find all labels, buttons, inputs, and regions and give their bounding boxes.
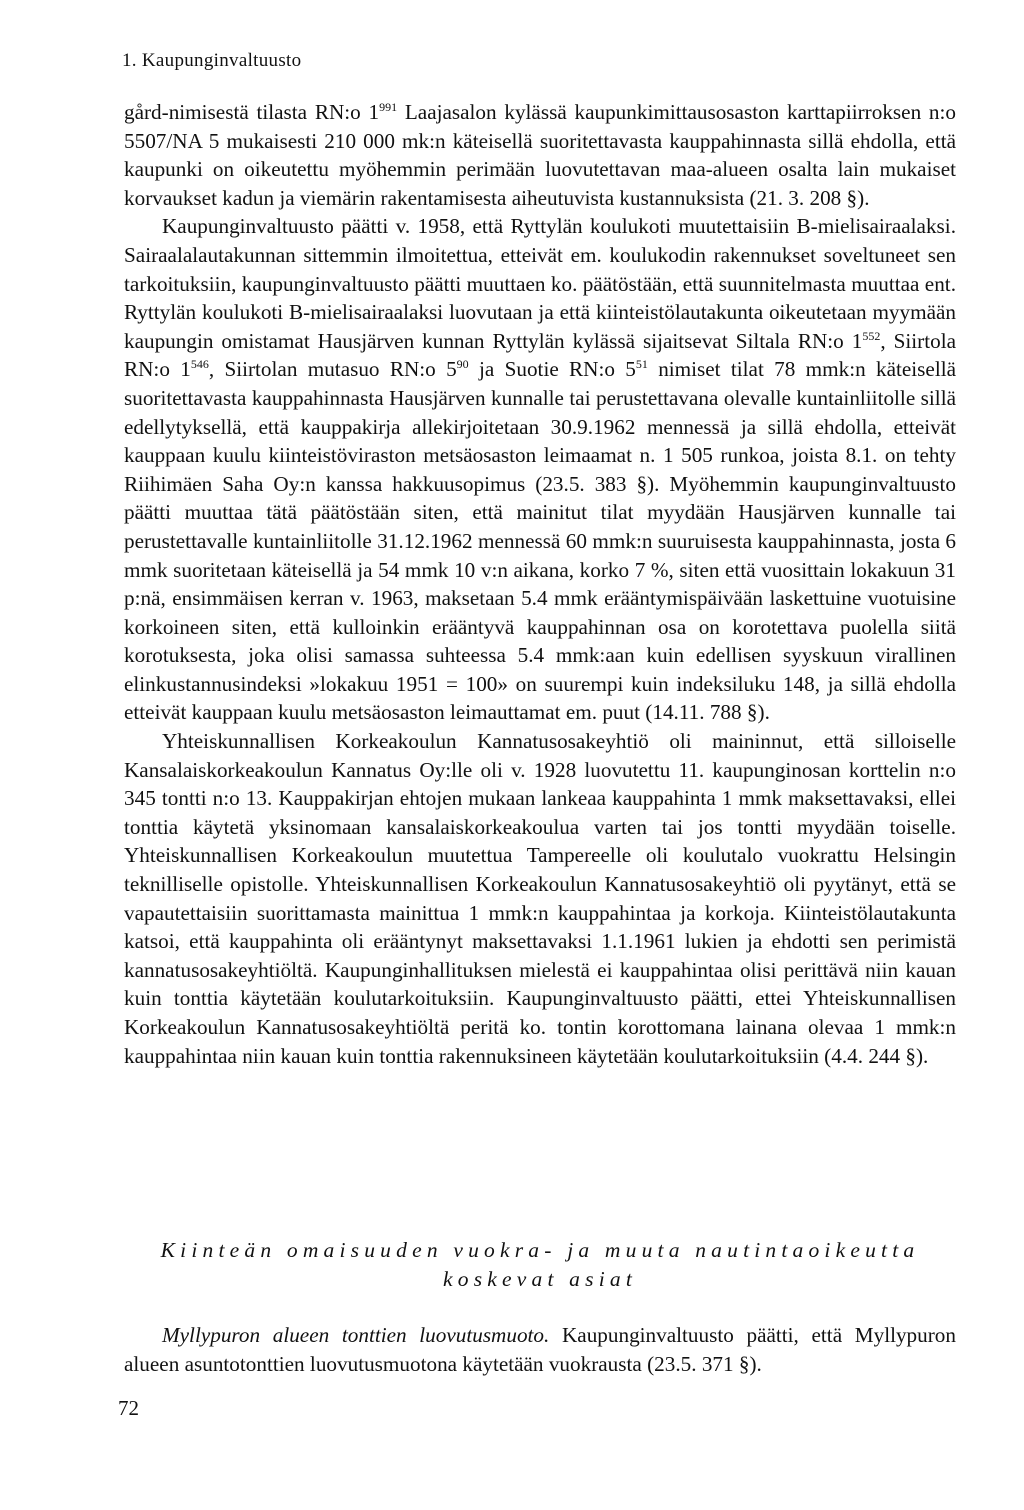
section-text: Kaupunginvaltuusto päätti, että Myllypuron alueen asuntotonttien luovutusmuotona käytetään vuokrausta (23.5. 371 §). bbox=[124, 1323, 956, 1376]
section-heading bbox=[124, 1236, 956, 1293]
body-text bbox=[124, 98, 956, 1070]
p2-text-a: Kaupunginvaltuusto päätti v. 1958, että Ryttylän koulukoti muutettaisiin B-mielisairaalaksi. Sairaalalautakunnan sittemmin ilmoitettua, etteivät em. koulukodin rakennukset soveltuneet sen tarkoituksiin, kaupunginvaltuusto päätti muuttaen ko. päätöstään, että suunnitelmasta muuttaa ent. Ryttylän koulukoti B-mielisairaalaksi luovutaan ja että kiinteistölautakunta oikeutetaan myymään kaupungin omistamat Hausjärven kunnan Ryttylän kylässä sijaitsevat Siltala RN:o 1 bbox=[124, 214, 956, 353]
p2-sup-2: 546 bbox=[190, 357, 209, 372]
section-paragraph bbox=[124, 1321, 956, 1378]
running-head: 1. Kaupunginvaltuusto bbox=[122, 50, 302, 71]
section-title: Myllypuron alueen tonttien luovutusmuoto. bbox=[162, 1323, 550, 1347]
p2-text-e: nimiset tilat 78 mmk:n käteisellä suoritettavasta kauppahinnasta Hausjärven kunnalle tai perustettavana olevalle kuntainliitolle sillä edellytyksellä, että kauppakirja allekirjoitetaan 30.9.1962 mennessä ja sillä ehdolla, etteivät kauppaan kuulu kiinteistöviraston metsäosaston leimaamat n. 1 505 runkoa, joista 8.1. on tehty Riihimäen Saha Oy:n kanssa hakkuusopimus (23.5. 383 §). Myöhemmin kaupunginvaltuusto päätti muuttaa tätä päätöstään siten, että mainitut tilat myydään Hausjärven kunnalle tai perustettavalle kuntainliitolle 31.12.1962 mennessä 60 mmk:n suuruisesta kauppahinnasta, josta 6 mmk suoritetaan käteisellä ja 54 mmk 10 v:n aikana, korko 7 %, siten että vuosittain lokakuun 31 p:nä, ensimmäisen kerran v. 1963, maksetaan 5.4 mmk erääntymispäivään laskettuine vuotuisine korkoineen siten, että kulloinkin erääntyvä kauppahinnan osa on korotettava puolella siitä korotuksesta, joka olisi samassa suhteessa 5.4 mmk:aan kuin edellisen syyskuun virallinen elinkustannusindeksi »lokakuu 1951 = 100» on suurempi kuin indeksiluku 148, ja sillä ehdolla etteivät kauppaan kuulu metsäosaston leimauttamat em. puut (14.11. 788 §). bbox=[124, 357, 957, 725]
p1-text-b: Laajasalon kylässä kaupunkimittausosaston karttapiirroksen n:o 5507/NA 5 mukaisesti 210 000 mk:n käteisellä suoritettavasta kauppahinnasta sillä ehdolla, että kaupunki on oikeutettu myöhemmin perimään luovutettavan maa-alueen osalta lain mukaiset korvaukset kadun ja viemärin rakentamisesta aiheutuvista kustannuksista (21. 3. 208 §). bbox=[124, 100, 956, 210]
p2-sup-1: 552 bbox=[862, 328, 881, 343]
section-body bbox=[124, 1321, 956, 1378]
p1-text-a: gård-nimisestä tilasta RN:o 1 bbox=[124, 100, 380, 124]
paragraph-2 bbox=[124, 212, 956, 727]
p2-text-d: ja Suotie RN:o 5 bbox=[468, 357, 636, 382]
section-heading-line-1: Kiinteän omaisuuden vuokra- ja muuta nautintaoikeutta bbox=[160, 1238, 920, 1262]
paragraph-3: Yhteiskunnallisen Korkeakoulun Kannatusosakeyhtiö oli maininnut, että silloiselle Kansalaiskorkeakoulun Kannatus Oy:lle oli v. 1928 luovutettu 11. kaupunginosan korttelin n:o 345 tontti n:o 13. Kauppakirjan ehtojen mukaan lankeaa kauppahinta 1 mmk maksettavaksi, ellei tonttia käytetä yksinomaan kansalaiskorkeakoulua varten tai jos tontti myydään toiselle. Yhteiskunnallisen Korkeakoulun muutettua Tampereelle oli koulutalo vuokrattu Helsingin teknilliselle opistolle. Yhteiskunnallisen Korkeakoulun Kannatusosakeyhtiö oli pyytänyt, että se vapautettaisiin suorittamasta mainittua 1 mmk:n kauppahintaa ja korkoja. Kiinteistölautakunta katsoi, että kauppahinta oli erääntynyt maksettavaksi 1.1.1961 lukien ja ehdotti sen perimistä kannatusosakeyhtiöltä. Kaupunginhallituksen mielestä ei kauppahintaa olisi perittävä niin kauan kuin tonttia käytetään koulutarkoituksiin. Kaupunginvaltuusto päätti, ettei Yhteiskunnallisen Korkeakoulun Kannatusosakeyhtiöltä peritä ko. tontin korottomana lainana olevaa 1 mmk:n kauppahintaa niin kauan kuin tonttia rakennuksineen käytetään koulutarkoituksiin (4.4. 244 §). bbox=[124, 729, 956, 1068]
p2-text-b: , Siirtola RN:o 1 bbox=[124, 328, 956, 382]
section-heading-line-2: koskevat asiat bbox=[443, 1266, 637, 1291]
p2-text-c: , Siirtolan mutasuo RN:o 5 bbox=[208, 357, 457, 382]
paragraph-1 bbox=[124, 98, 956, 212]
p2-sup-3: 90 bbox=[456, 357, 469, 372]
page-number: 72 bbox=[118, 1396, 139, 1420]
p1-sup: 991 bbox=[379, 100, 398, 114]
p2-sup-4: 51 bbox=[635, 357, 648, 372]
